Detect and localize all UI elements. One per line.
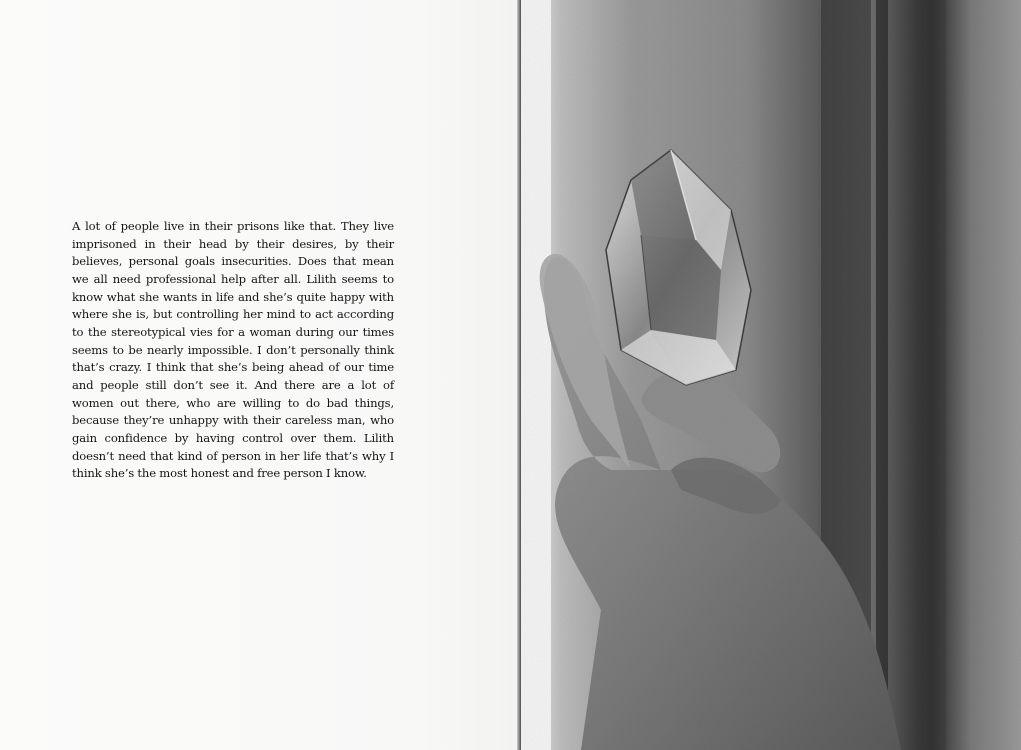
- body-paragraph: A lot of people live in their prisons like that. They live imprisoned in their head by their desires, by their believes, personal goals insecurities. Does that mean we all need professional help after all. Lilith seems to know what she wants in life and she’s quite happy with where she is, but controlling her mind to act according to the stereotypical vies for a woman during our times seems to be nearly impossible. I don’t personally think that’s crazy. I think that she’s being ahead of our time and people still don’t see it. And there are a lot of women out there, who are willing to do bad things, because they’re unhappy with their careless man, who gain confidence by having control over them. Lilith doesn’t need that kind of person in her life that’s why I think she’s the most honest and free person I know.: [72, 219, 394, 481]
- crystal-hand-photo: [521, 0, 1021, 750]
